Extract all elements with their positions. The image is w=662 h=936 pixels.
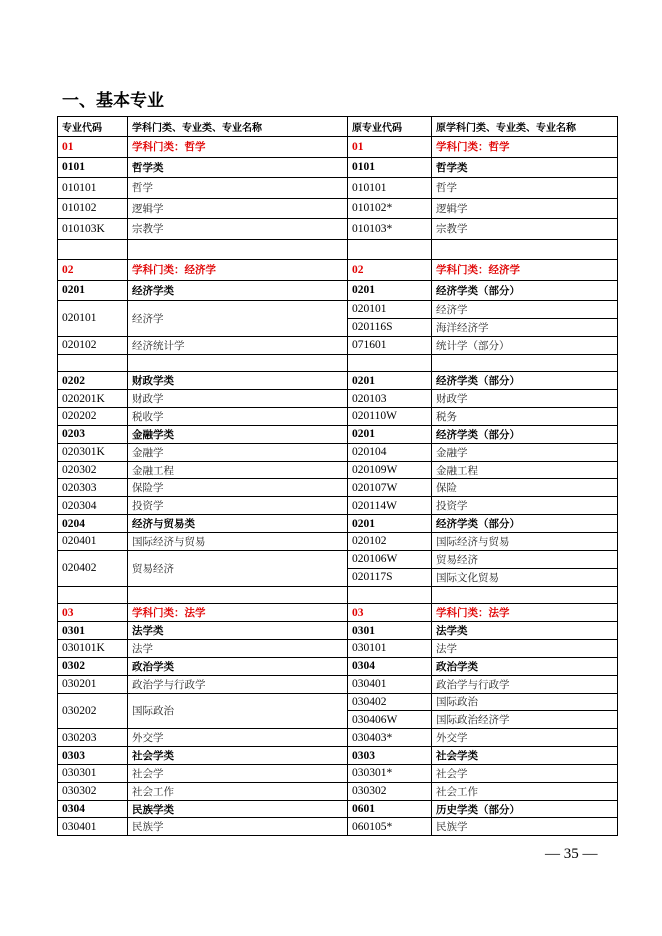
major-name: 经济与贸易类 [128, 515, 348, 533]
major-name: 民族学类 [128, 800, 348, 818]
old-major-code: 030403* [348, 729, 432, 747]
old-major-name: 海洋经济学 [432, 318, 618, 336]
major-code: 020401 [58, 532, 128, 550]
old-major-name: 社会学类 [432, 747, 618, 765]
major-code: 0101 [58, 157, 128, 178]
table-row [58, 497, 618, 515]
major-name: 外交学 [128, 729, 348, 747]
old-major-name: 经济学 [432, 301, 618, 319]
old-major-code: 010103* [348, 219, 432, 240]
old-major-name: 宗教学 [432, 219, 618, 240]
old-major-name: 法学 [432, 640, 618, 658]
major-name: 国际经济与贸易 [128, 532, 348, 550]
old-major-name: 国际政治 [432, 693, 618, 711]
old-major-code: 020117S [348, 568, 432, 586]
old-major-code: 0101 [348, 157, 432, 178]
old-major-code: 020101 [348, 301, 432, 319]
table-row [58, 782, 618, 800]
header-code: 专业代码 [58, 117, 128, 137]
major-code: 030301 [58, 764, 128, 782]
old-major-name: 国际文化贸易 [432, 568, 618, 586]
old-major-name: 社会学 [432, 764, 618, 782]
old-major-code: 020114W [348, 497, 432, 515]
major-code: 0204 [58, 515, 128, 533]
old-major-code: 0201 [348, 280, 432, 301]
old-major-name [432, 586, 618, 604]
table-row [58, 479, 618, 497]
old-major-code: 020107W [348, 479, 432, 497]
major-name: 社会学类 [128, 747, 348, 765]
major-code: 02 [58, 260, 128, 281]
major-code: 030101K [58, 640, 128, 658]
old-major-name: 经济学类（部分） [432, 425, 618, 443]
table-row [58, 818, 618, 836]
major-name [128, 586, 348, 604]
old-major-code: 010102* [348, 198, 432, 219]
old-major-code: 030402 [348, 693, 432, 711]
old-major-name: 政治学与行政学 [432, 675, 618, 693]
major-code: 020402 [58, 550, 128, 586]
major-code: 010101 [58, 178, 128, 199]
old-major-code: 020104 [348, 443, 432, 461]
table-header-row [58, 117, 618, 137]
major-name: 学科门类：哲学 [128, 137, 348, 158]
table-row [58, 390, 618, 408]
old-major-name: 历史学类（部分） [432, 800, 618, 818]
old-major-name: 逻辑学 [432, 198, 618, 219]
table-row [58, 137, 618, 158]
major-code: 030201 [58, 675, 128, 693]
major-code: 03 [58, 604, 128, 622]
major-name: 政治学与行政学 [128, 675, 348, 693]
major-code: 020102 [58, 336, 128, 354]
table-row [58, 198, 618, 219]
major-code: 0302 [58, 657, 128, 675]
table-row [58, 586, 618, 604]
table-row [58, 354, 618, 372]
old-major-name: 贸易经济 [432, 550, 618, 568]
table-row [58, 408, 618, 426]
major-code: 020301K [58, 443, 128, 461]
old-major-name: 哲学类 [432, 157, 618, 178]
table-row [58, 657, 618, 675]
major-name: 宗教学 [128, 219, 348, 240]
old-major-code: 020103 [348, 390, 432, 408]
old-major-name: 民族学 [432, 818, 618, 836]
old-major-code: 020110W [348, 408, 432, 426]
major-code: 0203 [58, 425, 128, 443]
old-major-name: 学科门类：哲学 [432, 137, 618, 158]
old-major-name: 投资学 [432, 497, 618, 515]
old-major-name: 国际政治经济学 [432, 711, 618, 729]
major-name [128, 239, 348, 260]
major-code [58, 239, 128, 260]
major-code [58, 586, 128, 604]
old-major-name: 哲学 [432, 178, 618, 199]
old-major-name: 学科门类：法学 [432, 604, 618, 622]
major-name: 法学 [128, 640, 348, 658]
old-major-code: 0303 [348, 747, 432, 765]
major-name: 金融工程 [128, 461, 348, 479]
table-row [58, 239, 618, 260]
major-name: 金融学 [128, 443, 348, 461]
major-name: 社会工作 [128, 782, 348, 800]
major-code: 0202 [58, 372, 128, 390]
old-major-code: 0201 [348, 515, 432, 533]
major-code: 030202 [58, 693, 128, 729]
major-name: 政治学类 [128, 657, 348, 675]
old-major-name: 经济学类（部分） [432, 515, 618, 533]
table-row [58, 301, 618, 319]
major-code [58, 354, 128, 372]
major-name: 财政学 [128, 390, 348, 408]
major-code: 030203 [58, 729, 128, 747]
old-major-name: 政治学类 [432, 657, 618, 675]
header-name: 学科门类、专业类、专业名称 [128, 117, 348, 137]
table-row [58, 532, 618, 550]
major-code: 020302 [58, 461, 128, 479]
table-row [58, 280, 618, 301]
major-name: 税收学 [128, 408, 348, 426]
major-name: 逻辑学 [128, 198, 348, 219]
old-major-code: 03 [348, 604, 432, 622]
old-major-name [432, 239, 618, 260]
page-number: — 35 — [545, 846, 598, 862]
old-major-name: 经济学类（部分） [432, 280, 618, 301]
major-name: 保险学 [128, 479, 348, 497]
major-name: 经济学类 [128, 280, 348, 301]
major-name: 国际政治 [128, 693, 348, 729]
table-row [58, 178, 618, 199]
old-major-code: 030301* [348, 764, 432, 782]
old-major-name: 国际经济与贸易 [432, 532, 618, 550]
old-major-code: 0301 [348, 622, 432, 640]
old-major-code: 030406W [348, 711, 432, 729]
major-code: 030401 [58, 818, 128, 836]
major-code: 020101 [58, 301, 128, 337]
table-row [58, 622, 618, 640]
old-major-name: 外交学 [432, 729, 618, 747]
old-major-code: 030302 [348, 782, 432, 800]
major-name: 财政学类 [128, 372, 348, 390]
major-name: 学科门类：法学 [128, 604, 348, 622]
old-major-code: 020109W [348, 461, 432, 479]
major-code: 020304 [58, 497, 128, 515]
table-row [58, 604, 618, 622]
major-name: 社会学 [128, 764, 348, 782]
section-title: 一、基本专业 [62, 91, 164, 111]
old-major-code: 010101 [348, 178, 432, 199]
table-row [58, 693, 618, 711]
old-major-name: 金融学 [432, 443, 618, 461]
old-major-name: 财政学 [432, 390, 618, 408]
old-major-code: 0601 [348, 800, 432, 818]
table-row [58, 640, 618, 658]
table-row [58, 336, 618, 354]
old-major-name: 金融工程 [432, 461, 618, 479]
table-row [58, 747, 618, 765]
old-major-name: 统计学（部分） [432, 336, 618, 354]
major-name: 学科门类：经济学 [128, 260, 348, 281]
major-name: 经济学 [128, 301, 348, 337]
old-major-code: 030101 [348, 640, 432, 658]
major-code: 010103K [58, 219, 128, 240]
old-major-code [348, 354, 432, 372]
old-major-code [348, 239, 432, 260]
old-major-name: 经济学类（部分） [432, 372, 618, 390]
major-code: 0303 [58, 747, 128, 765]
major-code: 020303 [58, 479, 128, 497]
old-major-code: 020102 [348, 532, 432, 550]
old-major-name: 税务 [432, 408, 618, 426]
table-row [58, 550, 618, 568]
major-name: 法学类 [128, 622, 348, 640]
major-code: 0304 [58, 800, 128, 818]
old-major-code: 020106W [348, 550, 432, 568]
old-major-code: 01 [348, 137, 432, 158]
major-name: 贸易经济 [128, 550, 348, 586]
major-code: 0201 [58, 280, 128, 301]
major-name: 投资学 [128, 497, 348, 515]
table-row [58, 800, 618, 818]
old-major-code: 071601 [348, 336, 432, 354]
header-old-code: 原专业代码 [348, 117, 432, 137]
major-code: 01 [58, 137, 128, 158]
old-major-code: 0201 [348, 372, 432, 390]
table-row [58, 219, 618, 240]
old-major-name [432, 354, 618, 372]
old-major-code: 030401 [348, 675, 432, 693]
major-name: 民族学 [128, 818, 348, 836]
major-name: 哲学类 [128, 157, 348, 178]
old-major-code: 020116S [348, 318, 432, 336]
table-row [58, 372, 618, 390]
old-major-code: 0201 [348, 425, 432, 443]
major-name [128, 354, 348, 372]
old-major-name: 社会工作 [432, 782, 618, 800]
major-code: 020201K [58, 390, 128, 408]
table-row [58, 675, 618, 693]
table-row [58, 157, 618, 178]
major-catalog-table [57, 116, 618, 836]
major-code: 0301 [58, 622, 128, 640]
old-major-code: 060105* [348, 818, 432, 836]
table-row [58, 515, 618, 533]
major-name: 金融学类 [128, 425, 348, 443]
old-major-name: 法学类 [432, 622, 618, 640]
major-name: 经济统计学 [128, 336, 348, 354]
table-row [58, 764, 618, 782]
major-code: 010102 [58, 198, 128, 219]
major-code: 030302 [58, 782, 128, 800]
header-old-name: 原学科门类、专业类、专业名称 [432, 117, 618, 137]
table-row [58, 443, 618, 461]
old-major-code [348, 586, 432, 604]
major-name: 哲学 [128, 178, 348, 199]
table-row [58, 425, 618, 443]
table-row [58, 260, 618, 281]
table-row [58, 729, 618, 747]
old-major-name: 保险 [432, 479, 618, 497]
old-major-code: 0304 [348, 657, 432, 675]
major-code: 020202 [58, 408, 128, 426]
old-major-code: 02 [348, 260, 432, 281]
old-major-name: 学科门类：经济学 [432, 260, 618, 281]
table-row [58, 461, 618, 479]
